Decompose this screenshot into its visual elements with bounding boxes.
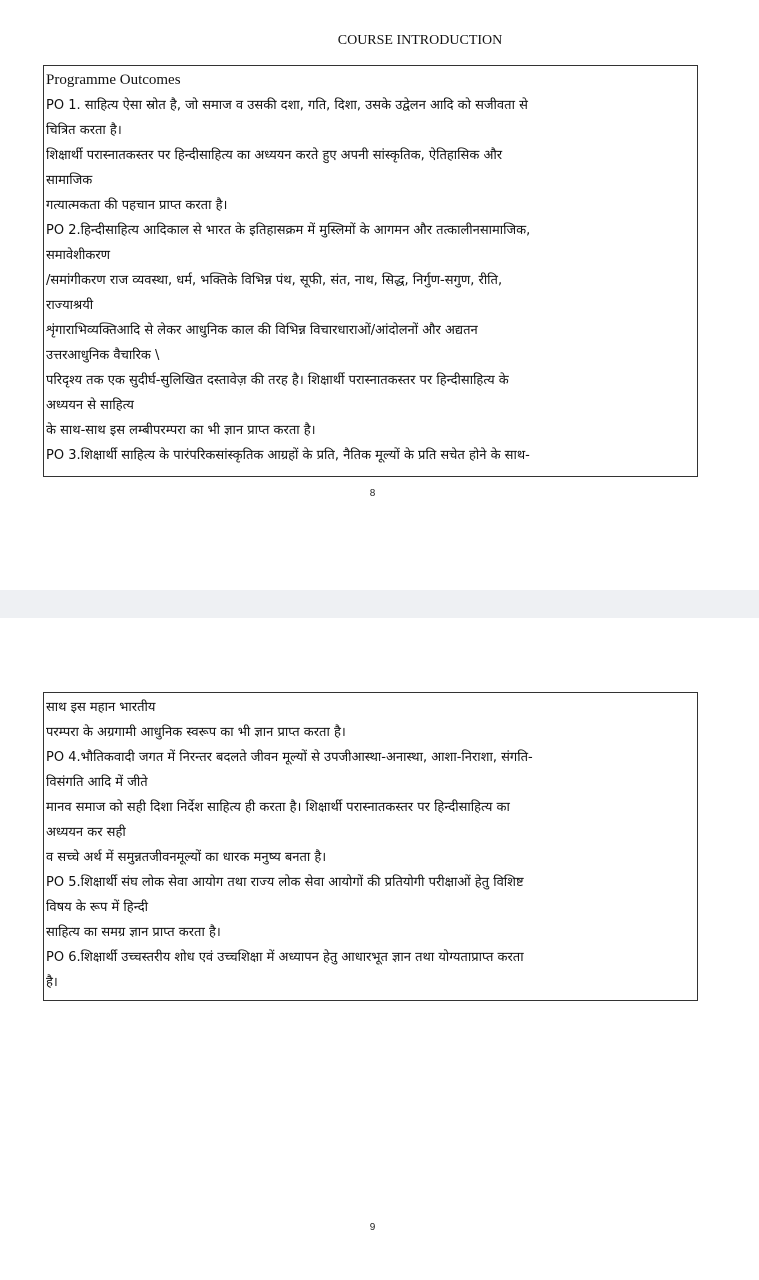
text-line: अध्ययन कर सही: [46, 825, 126, 840]
text-line: है।: [46, 975, 58, 990]
text-line: PO 4.भौतिकवादी जगत में निरन्तर बदलते जीवन मूल्यों से उपजीआस्था-अनास्था, आशा-निराशा, संगति-: [46, 750, 533, 765]
text-line: परिदृश्य तक एक सुदीर्घ-सुलिखित दस्तावेज़ की तरह है। शिक्षार्थी परास्नातकस्तर पर हिन्दीसाहित्य के: [46, 373, 509, 388]
page-number: 8: [369, 488, 376, 499]
text-line: साहित्य का समग्र ज्ञान प्राप्त करता है।: [46, 925, 221, 940]
text-line: अध्ययन से साहित्य: [46, 398, 134, 413]
text-line: उत्तरआधुनिक वैचारिक \: [46, 348, 160, 363]
text-line: विषय के रूप में हिन्दी: [46, 900, 148, 915]
text-line: राज्याश्रयी: [46, 298, 94, 313]
text-line: शिक्षार्थी परास्नातकस्तर पर हिन्दीसाहित्य का अध्ययन करते हुए अपनी सांस्कृतिक, ऐतिहासिक और: [46, 148, 503, 163]
text-line: Programme Outcomes: [46, 72, 181, 88]
document-page-9: [0, 618, 759, 1280]
text-line: /समांगीकरण राज व्यवस्था, धर्म, भक्तिके विभिन्न पंथ, सूफी, संत, नाथ, सिद्ध, निर्गुण-सगुण, रीति,: [46, 273, 503, 288]
text-line: साथ इस महान भारतीय: [46, 700, 156, 715]
text-line: मानव समाज को सही दिशा निर्देश साहित्य ही करता है। शिक्षार्थी परास्नातकस्तर पर हिन्दीसाहित्य का: [46, 800, 510, 815]
page-separator: [0, 590, 759, 618]
text-line: गत्यात्मकता की पहचान प्राप्त करता है।: [46, 198, 228, 213]
text-line: PO 3.शिक्षार्थी साहित्य के पारंपरिकसांस्कृतिक आग्रहों के प्रति, नैतिक मूल्यों के प्रति सचेत होने के साथ-: [46, 448, 530, 463]
text-line: सामाजिक: [46, 173, 93, 188]
text-line: PO 6.शिक्षार्थी उच्चस्तरीय शोध एवं उच्चशिक्षा में अध्यापन हेतु आधारभूत ज्ञान तथा योग्यताप्राप्त करता: [46, 950, 524, 965]
text-line: के साथ-साथ इस लम्बीपरम्परा का भी ज्ञान प्राप्त करता है।: [46, 423, 316, 438]
document-page-8: [0, 0, 759, 590]
text-line: व सच्चे अर्थ में समुन्नतजीवनमूल्यों का धारक मनुष्य बनता है।: [46, 850, 327, 865]
page-header: COURSE INTRODUCTION: [337, 33, 503, 48]
text-line: शृंगाराभिव्यक्तिआदि से लेकर आधुनिक काल की विभिन्न विचारधाराओं/आंदोलनों और अद्यतन: [46, 323, 478, 338]
text-line: समावेशीकरण: [46, 248, 111, 263]
programme-outcomes-box: [43, 65, 698, 477]
text-line: PO 5.शिक्षार्थी संघ लोक सेवा आयोग तथा राज्य लोक सेवा आयोगों की प्रतियोगी परीक्षाओं हेतु विशिष्ट: [46, 875, 524, 890]
text-line: विसंगति आदि में जीते: [46, 775, 148, 790]
text-line: PO 1. साहित्य ऐसा स्रोत है, जो समाज व उसकी दशा, गति, दिशा, उसके उद्वेलन आदि को सजीवता से: [46, 98, 528, 113]
text-line: चित्रित करता है।: [46, 123, 122, 138]
text-line: परम्परा के अग्रगामी आधुनिक स्वरूप का भी ज्ञान प्राप्त करता है।: [46, 725, 346, 740]
text-line: PO 2.हिन्दीसाहित्य आदिकाल से भारत के इतिहासक्रम में मुस्लिमों के आगमन और तत्कालीनसामाजिक,: [46, 223, 531, 238]
page-number: 9: [369, 1222, 376, 1233]
programme-outcomes-box-continued: [43, 692, 698, 1001]
